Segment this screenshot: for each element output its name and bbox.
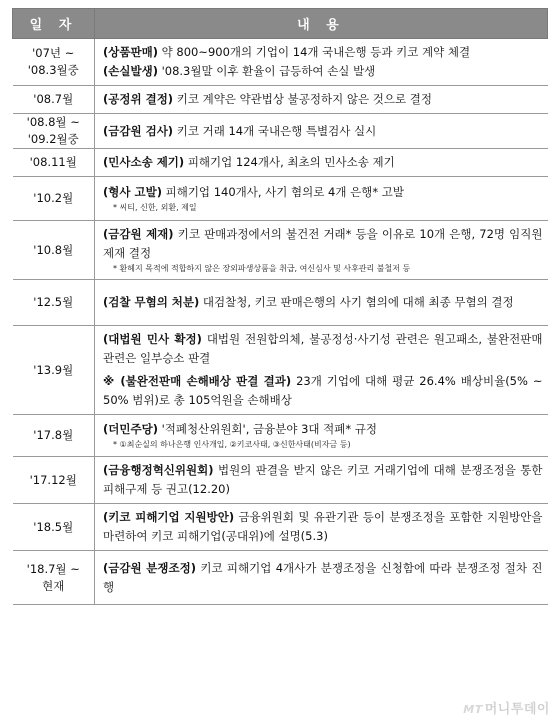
content-line xyxy=(103,559,543,597)
row-date-text: '18.7월 ~ xyxy=(26,561,80,576)
content-line xyxy=(103,153,543,172)
row-date-text: '08.8월 ~ xyxy=(26,115,80,129)
table-row xyxy=(13,39,548,86)
row-date-cell xyxy=(13,149,95,177)
row-date-cell xyxy=(13,86,95,114)
reference-note xyxy=(103,372,543,410)
row-date-text: '08.3월중 xyxy=(27,63,79,77)
table-row xyxy=(13,149,548,177)
event-description: 키코 판매과정에서의 불건전 거래* 등을 이유로 10개 은행, 72명 임직원 제재 결정 xyxy=(103,227,543,260)
watermark-text: 머니투데이 xyxy=(484,702,550,717)
row-date-text: 현재 xyxy=(42,578,65,593)
row-date-text: '17.8월 xyxy=(33,428,74,442)
event-category-tag: (금감원 검사) xyxy=(103,123,174,138)
table-row xyxy=(13,457,548,504)
content-line xyxy=(103,330,543,368)
footnote: * 씨티, 신한, 외환, 제일 xyxy=(113,203,197,212)
content-line xyxy=(103,225,543,263)
event-category-tag: (형사 고발) xyxy=(103,185,162,199)
reference-tag: (불완전판매 손해배상 판결 결과) xyxy=(120,374,292,388)
content-column-header: 내 용 xyxy=(95,9,548,39)
content-line xyxy=(103,461,543,499)
timeline-table-container xyxy=(12,8,548,605)
header-row xyxy=(13,9,548,39)
row-content-cell xyxy=(95,177,548,221)
timeline-body xyxy=(13,39,548,605)
row-date-cell xyxy=(13,221,95,280)
row-date-cell xyxy=(13,177,95,221)
content-line xyxy=(103,90,543,109)
row-date-text: '12.5월 xyxy=(33,295,74,309)
event-category-tag: (상품판매) xyxy=(103,45,158,59)
row-date-text: '18.5월 xyxy=(33,519,74,534)
footnote: * 환헤지 목적에 적합하지 않은 장외파생상품을 취급, 여신심사 및 사후관리 불철저 등 xyxy=(113,264,411,273)
row-date-cell xyxy=(13,280,95,326)
watermark-mt-logo: MT xyxy=(463,703,483,716)
event-description: 피해기업 124개사, 최초의 민사소송 제기 xyxy=(184,155,395,169)
content-line xyxy=(103,420,543,439)
row-date-cell xyxy=(13,551,95,605)
content-line xyxy=(103,122,543,141)
timeline-table xyxy=(12,8,548,605)
row-content-cell xyxy=(95,415,548,457)
event-description: 키코 계약은 약관법상 불공정하지 않은 것으로 결정 xyxy=(173,92,432,106)
table-row xyxy=(13,326,548,415)
reference-text: 23개 기업에 대해 평균 26.4% 배상비율(5% ~ 50% 범위)로 총 105억원을 손해배상 xyxy=(103,374,543,407)
row-date-cell xyxy=(13,326,95,415)
event-category-tag: (대법원 민사 확정) xyxy=(103,332,202,346)
date-column-header: 일 자 xyxy=(13,9,95,39)
event-description: '적폐청산위원회', 금융분야 3대 적폐* 규정 xyxy=(157,422,378,436)
table-row xyxy=(13,280,548,326)
row-date-text: '10.8월 xyxy=(33,242,74,257)
event-category-tag: (키코 피해기업 지원방안) xyxy=(103,510,235,524)
event-category-tag: (금감원 분쟁조정) xyxy=(103,560,196,575)
row-content-cell xyxy=(95,326,548,415)
row-date-text: '17.12월 xyxy=(29,472,77,487)
event-category-tag: (민사소송 제기) xyxy=(103,155,185,169)
event-category-tag: (금감원 제재) xyxy=(103,227,174,241)
table-row xyxy=(13,114,548,149)
publisher-watermark xyxy=(463,698,550,717)
row-date-text: '09.2월중 xyxy=(27,132,79,146)
row-date-cell xyxy=(13,415,95,457)
event-description: 법원의 판결을 받지 않은 키코 거래기업에 대해 분쟁조정을 통한 피해구제 등 권고(12.20) xyxy=(103,463,543,496)
row-content-cell xyxy=(95,280,548,326)
row-date-cell xyxy=(13,504,95,551)
content-line xyxy=(103,43,543,62)
event-description: 키코 피해기업 4개사가 분쟁조정을 신청함에 따라 분쟁조정 절차 진행 xyxy=(103,560,543,594)
row-date-text: '07년 ~ xyxy=(32,46,75,60)
row-date-text: '08.7월 xyxy=(33,92,74,106)
footnote: * ①최순실의 하나은행 인사개입, ②키코사태, ③신한사태(비자금 등) xyxy=(113,440,351,449)
row-content-cell xyxy=(95,114,548,149)
event-category-tag: (공정위 결정) xyxy=(103,92,174,106)
event-category-tag: (더민주당) xyxy=(103,422,158,436)
row-content-cell xyxy=(95,86,548,114)
row-date-cell xyxy=(13,39,95,86)
row-content-cell xyxy=(95,39,548,86)
event-category-tag: (금융행정혁신위원회) xyxy=(103,463,214,477)
table-row xyxy=(13,551,548,605)
event-description: 약 800~900개의 기업이 14개 국내은행 등과 키코 계약 체결 xyxy=(157,45,471,59)
table-row xyxy=(13,86,548,114)
event-description: 대검찰청, 키코 판매은행의 사기 혐의에 대해 최종 무혐의 결정 xyxy=(199,295,514,309)
event-category-tag: (검찰 무혐의 처분) xyxy=(103,295,200,309)
table-row xyxy=(13,221,548,280)
event-description: 금융위원회 및 유관기관 등이 분쟁조정을 포함한 지원방안을 마련하여 키코 피해기업(공대위)에 설명(5.3) xyxy=(103,510,543,543)
table-row xyxy=(13,504,548,551)
row-content-cell xyxy=(95,149,548,177)
content-line xyxy=(103,293,543,312)
row-date-cell xyxy=(13,457,95,504)
table-row xyxy=(13,415,548,457)
row-date-text: '13.9월 xyxy=(33,362,74,377)
content-line xyxy=(103,183,543,202)
event-description: '08.3월말 이후 환율이 급등하여 손실 발생 xyxy=(157,64,376,78)
row-date-text: '10.2월 xyxy=(33,191,74,205)
row-content-cell xyxy=(95,551,548,605)
row-content-cell xyxy=(95,457,548,504)
event-description: 키코 거래 14개 국내은행 특별검사 실시 xyxy=(173,123,377,138)
content-line xyxy=(103,508,543,546)
event-category-tag: (손실발생) xyxy=(103,64,158,78)
row-content-cell xyxy=(95,221,548,280)
row-date-text: '08.11월 xyxy=(29,155,77,169)
table-row xyxy=(13,177,548,221)
row-content-cell xyxy=(95,504,548,551)
content-line xyxy=(103,62,543,81)
reference-mark: ※ xyxy=(103,374,116,388)
row-date-cell xyxy=(13,114,95,149)
event-description: 대법원 전원합의체, 불공정성·사기성 관련은 원고패소, 불완전판매 관련은 일부승소 판결 xyxy=(103,332,543,365)
event-description: 피해기업 140개사, 사기 혐의로 4개 은행* 고발 xyxy=(161,185,404,199)
